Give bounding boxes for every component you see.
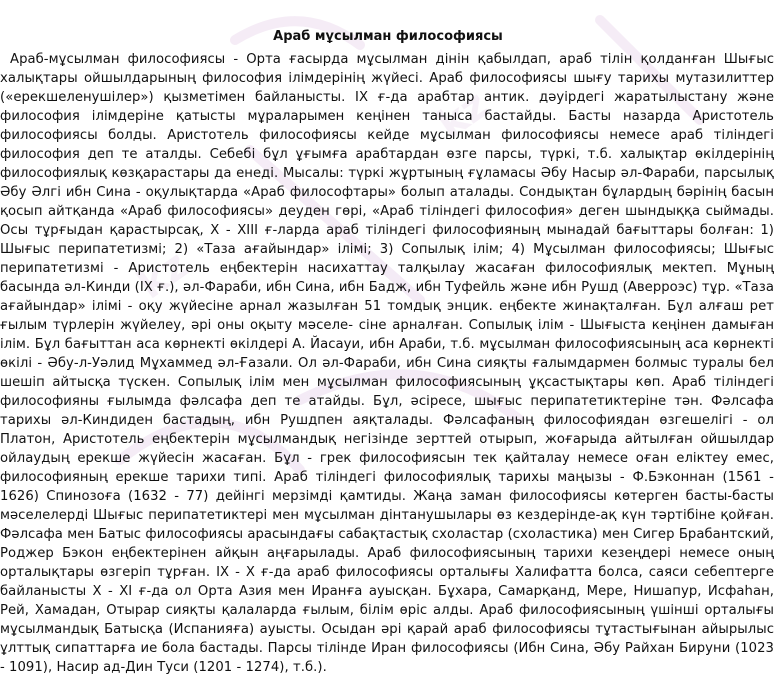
svg-text:kz: kz xyxy=(429,81,497,149)
document-body: Араб-мұсылман философиясы - Орта ғасырда мұсылман дінін қабылдап, араб тілін қолданған Шығыс халықтары ойшылдарының философия ілімдерінің жүйесі. Араб философиясы шығу тарихы мутазилиттер («ерекшеленушілер») қызметімен байланысты. IX ғ-да арабтар антик. дәуірдегі жаратылыстану және философия ілімдеріне қатысты мұраларымен кеңінен таныса бастайды. Басты назарда Аристотель философиясы болды. Аристотель философиясы кейде мұсылман философиясы немесе араб тіліндегі философия деп те аталды. Себебі бұл ұғымға арабтардан өзге парсы, түркі, т.б. халықтар өкілдерінің философиялық көзқарастары да енеді. Мысалы: түркі жұртының ғұламасы Әбу Насыр әл-Фараби, парсылық Әбу Әлгі ибн Сина - оқулықтарда «Араб философтары» болып аталады. Сондықтан бұлардың бәрінің басын қосып айтқанда «Араб философиясы» деуден гөрі, «Араб тіліндегі философия» деген шындыққа сыймады. Осы тұрғыдан қарастырсақ, X - XIII ғ-ларда араб тіліндегі философияның мынадай бағыттары болған: 1) Шығыс перипатетизмі; 2) «Таза ағайындар» ілімі; 3) Сопылық ілім; 4) Мұсылман философиясы; Шығыс перипатетизмі - Аристотель еңбектерін насихаттау талқылау жасаған философиялық мектеп. Мұның басында әл-Кинди (IX ғ.), әл-Фараби, ибн Сина, ибн Бадж, ибн Туфейль және ибн Рушд (Аверроэс) тұр. «Таза ағайындар» ілімі - оқу жүйесіне арнал жазылған 51 томдық энцик. еңбекте жинақталған. Бұл алғаш рет ғылым түрлерін жүйелеу, әрі оны оқыту мәселе- сіне арналған. Сопылық ілім - Шығыста кеңінен дамыған ілім. Бұл бағыттан аса көрнекті өкілдері А. Йасауи, ибн Араби, т.б. мұсылман философиясының аса көрнекті өкілі - Әбу-л-Уәлид Мұхаммед әл-Ғазали. Ол әл-Фараби, ибн Сина сияқты ғалымдармен болмыс туралы бел шешіп айтысқа түскен. Сопылық ілім мен мұсылман философиясының ұқсастықтары көп. Араб тіліндегі философияны ғылымда фәлсафа деп те атайды. Бұл, әсіресе, шығыс перипатетиктеріне тән. Фәлсафа тарихы әл-Киндиден бастадың, ибн Рушдпен аяқталады. Фәлсафаның философиядан өзгешелігі - ол Платон, Аристотель еңбектерін мұсылмандық негізінде зерттей отырып, жоғарыда айтылған ойшылдар ойлаудың ерекше жүйесін жасаған. Бұл - грек философиясын тек қайталау немесе оған еліктеу емес, философияның ерекше тарихи типі. Араб тіліндегі философиялық тарихы маңызы - Ф.Бэконнан (1561 - 1626) Спинозоға (1632 - 77) дейінгі мерзімді қамтиды. Жаңа заман философиясы көтерген басты-басты мәселелерді Шығыс перипатетиктері мен мұсылман дінтанушылары өз кездеріндe-ақ күн тәртібіне қойған. Фәлсафа мен Батыс философиясы арасындағы сабақтастық схоластар (схоластика) мен Сигер Брабантский, Роджер Бэкон еңбектерінен айқын аңғарылады. Араб философиясының тарихи кезеңдері немесе оның орталықтары өзгеріп тұрған. IX - X ғ-да араб философиясы орталығы Халифатта болса, саяси себептерге байланысты X - XI ғ-да ол Орта Азия мен Иранға ауысқан. Бұхара, Самарқанд, Мере, Нишапур, Исфаһан, Рей, Хамадан, Отырар сияқты қалаларда ғылым, білім өріс алды. Араб философиясының үшінші орталығы мұсылмандық Батысқа (Испанияға) ауысты. Осыдан әрі қарай араб философиясы тұтастығынан айырылыс ұлттық сипаттарға ие бола бастады. Парсы тілінде Иран философиясы (Ибн Сина, Әбу Райхан Бируни (1023 - 1091), Насир ад-Дин Туси (1201 - 1274), т.б.). xyxy=(0,52,774,675)
svg-text:kz: kz xyxy=(129,241,197,309)
document-title: Араб мұсылман философиясы xyxy=(273,29,503,44)
